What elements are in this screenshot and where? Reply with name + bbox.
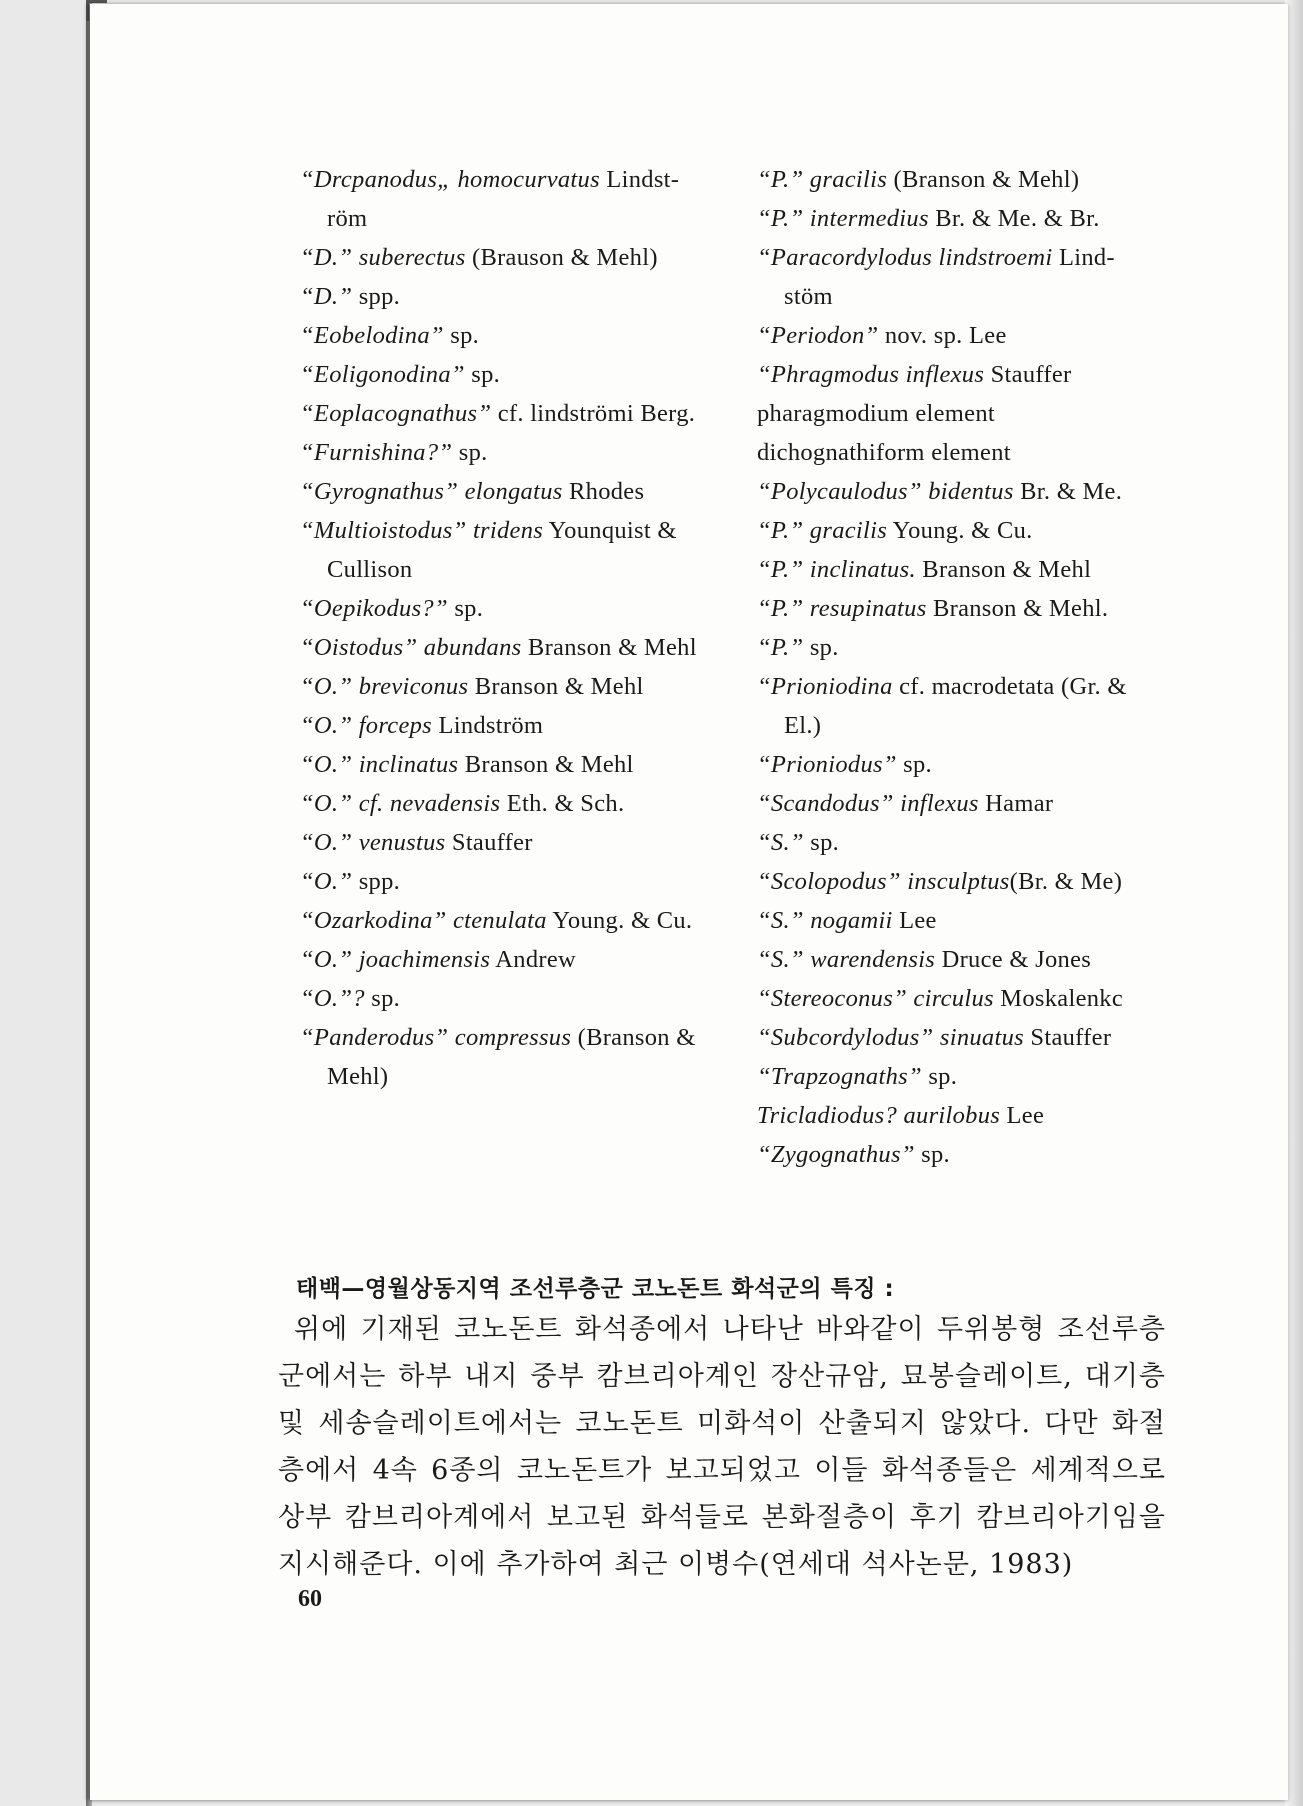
species-author: Lindst- röm (327, 166, 680, 232)
species-name: “Eoligonodina” (300, 361, 465, 388)
species-name: “Polycaulodus” bidentus (757, 478, 1014, 505)
species-entry (757, 1135, 1167, 1174)
section-heading: 태백—영월상동지역 조선루층군 코노돈트 화석군의 특징 : (296, 1276, 895, 1302)
species-author: (Brauson & Mehl) (465, 244, 658, 271)
species-author: Hamar (978, 790, 1054, 817)
species-name: “Eoplacognathus” (300, 400, 492, 427)
species-name: “P.” (757, 634, 804, 661)
species-name: “O.” venustus (300, 829, 446, 856)
species-name: “S.” (757, 829, 804, 856)
species-author: Branson & Mehl. (926, 595, 1109, 622)
species-name: “Oistodus” abundans (300, 634, 522, 661)
species-name: “O.” forceps (300, 712, 433, 739)
species-name: “Ozarkodina” ctenulata (300, 907, 547, 934)
species-author: (Branson & Mehl) (887, 166, 1080, 193)
species-name: “Panderodus” compressus (300, 1024, 572, 1051)
species-name: “O.”? (300, 985, 365, 1012)
page-number: 60 (298, 1586, 322, 1612)
species-author: cf. macrodetata (Gr. & El.) (784, 673, 1127, 739)
species-name: “O.” (300, 868, 353, 895)
species-entry (300, 316, 720, 355)
species-name: “Subcordylodus” sinuatus (757, 1024, 1024, 1051)
species-name: “S.” nogamii (757, 907, 893, 934)
species-name: “D.” suberectus (300, 244, 466, 271)
species-entry (757, 355, 1167, 394)
species-author: Young. & Cu. (887, 517, 1033, 544)
species-entry (757, 1018, 1167, 1057)
species-entry (300, 277, 720, 316)
species-entry (300, 784, 720, 823)
species-entry (300, 706, 720, 745)
species-author: sp. (803, 634, 839, 661)
species-author: spp. (352, 868, 401, 895)
species-author: (Branson & Mehl) (327, 1024, 696, 1090)
species-entry (757, 511, 1167, 550)
species-list-right (757, 160, 1167, 1174)
species-author: Young. & Cu. (546, 907, 693, 934)
species-entry (757, 979, 1167, 1018)
species-entry (300, 901, 720, 940)
species-entry (300, 511, 720, 589)
species-name: “Drcpanodus„ homocurvatus (300, 166, 600, 193)
species-name: “Furnishina?” (300, 439, 453, 466)
species-author: Stauffer (984, 361, 1072, 388)
species-entry (757, 823, 1167, 862)
species-author: pharagmodium element (757, 400, 995, 427)
paragraph-text: 위에 기재된 코노돈트 화석종에서 나타난 바와같이 두위봉형 조선루층군에서는 하부 내지 중부 캄브리아계인 장산규암, 묘봉슬레이트, 대기층 및 세송슬레이트에서는 코노돈트 미화석이 산출되지 않았다. 다만 화절층에서 4속 6종의 코노돈트가 보고되었고 이들 화석종들은 세계적으로 상부 캄브리아계에서 보고된 화석들로 본화절층이 후기 캄브리아기임을 지시해준다. 이에 추가하여 최근 이병수(연세대 석사논문, 1983) (278, 1314, 1166, 1580)
species-author: sp. (447, 595, 484, 622)
species-entry (757, 784, 1167, 823)
species-author: spp. (352, 283, 401, 310)
species-author: sp. (364, 985, 401, 1012)
species-author: Branson & Mehl (915, 556, 1092, 583)
species-entry (300, 862, 720, 901)
species-name: “P.” inclinatus. (757, 556, 916, 583)
species-name: Tricladiodus? aurilobus (757, 1102, 1001, 1129)
species-author: Lee (892, 907, 937, 934)
species-entry (300, 745, 720, 784)
species-author: Younquist & Cullison (327, 517, 677, 583)
species-name: “P.” gracilis (757, 166, 888, 193)
species-list-left (300, 160, 720, 1096)
species-entry (757, 667, 1167, 745)
species-entry (757, 160, 1167, 199)
species-name: “Prioniodus” (757, 751, 897, 778)
species-author: sp. (443, 322, 480, 349)
species-name: “O.” joachimensis (300, 946, 491, 973)
species-author: Stauffer (445, 829, 533, 856)
species-author: Lindström (432, 712, 544, 739)
species-entry (300, 667, 720, 706)
species-entry (757, 394, 1167, 433)
species-author: cf. lindströmi Berg. (491, 400, 696, 427)
species-entry (300, 940, 720, 979)
species-entry (300, 1018, 720, 1096)
species-author: Lee (1000, 1102, 1045, 1129)
species-author: Eth. & Sch. (500, 790, 625, 817)
species-author: Rhodes (562, 478, 645, 505)
species-entry (300, 160, 720, 238)
species-entry (300, 472, 720, 511)
species-author: Andrew (490, 946, 577, 973)
species-name: “Oepikodus?” (300, 595, 448, 622)
species-name: “O.” inclinatus (300, 751, 459, 778)
species-author: Moskalenkc (993, 985, 1124, 1012)
species-entry (300, 433, 720, 472)
species-entry (757, 862, 1167, 901)
species-author: sp. (464, 361, 501, 388)
species-entry (757, 940, 1167, 979)
species-name: “Paracordylodus lindstroemi (757, 244, 1053, 271)
species-entry (300, 979, 720, 1018)
species-name: “P.” gracilis (757, 517, 888, 544)
species-name: “Prioniodina (757, 673, 893, 700)
species-name: “Zygognathus” (757, 1141, 915, 1168)
species-author: Branson & Mehl (458, 751, 634, 778)
species-author: dichognathiform element (757, 439, 1011, 466)
species-author: Lind- stöm (784, 244, 1115, 310)
species-author: sp. (803, 829, 840, 856)
species-entry (757, 1057, 1167, 1096)
species-name: “Phragmodus inflexus (757, 361, 985, 388)
species-name: “P.” resupinatus (757, 595, 927, 622)
species-entry (757, 1096, 1167, 1135)
species-name: “O.” breviconus (300, 673, 469, 700)
species-author: (Br. & Me) (1009, 868, 1123, 895)
species-name: “Scolopodus” insculptus (757, 868, 1010, 895)
species-entry (300, 394, 720, 433)
species-entry (757, 433, 1167, 472)
species-author: Branson & Mehl (521, 634, 697, 661)
body-paragraph (278, 1306, 1166, 1588)
species-entry (757, 745, 1167, 784)
species-name: “P.” intermedius (757, 205, 929, 232)
species-entry (757, 316, 1167, 355)
species-entry (300, 823, 720, 862)
species-entry (757, 199, 1167, 238)
species-author: sp. (452, 439, 488, 466)
species-author: nov. sp. Lee (878, 322, 1007, 349)
species-name: “D.” (300, 283, 353, 310)
species-name: “Periodon” (757, 322, 879, 349)
species-entry (757, 901, 1167, 940)
species-name: “Eobelodina” (300, 322, 444, 349)
species-entry (757, 589, 1167, 628)
species-author: Branson & Mehl (468, 673, 644, 700)
species-name: “Multioistodus” tridens (300, 517, 544, 544)
species-author: Br. & Me. & Br. (928, 205, 1100, 232)
species-entry (757, 550, 1167, 589)
species-name: “S.” warendensis (757, 946, 936, 973)
species-author: Br. & Me. (1013, 478, 1123, 505)
species-entry (300, 589, 720, 628)
species-author: sp. (896, 751, 932, 778)
species-entry (300, 355, 720, 394)
species-entry (757, 628, 1167, 667)
species-name: “O.” cf. nevadensis (300, 790, 501, 817)
species-name: “Stereoconus” circulus (757, 985, 994, 1012)
species-author: sp. (921, 1063, 958, 1090)
species-name: “Gyrognathus” elongatus (300, 478, 563, 505)
species-entry (757, 472, 1167, 511)
species-entry (757, 238, 1167, 316)
species-author: sp. (914, 1141, 950, 1168)
species-entry (300, 628, 720, 667)
species-name: “Scandodus” inflexus (757, 790, 979, 817)
species-entry (300, 238, 720, 277)
species-author: Stauffer (1023, 1024, 1112, 1051)
species-author: Druce & Jones (935, 946, 1092, 973)
species-name: “Trapzognaths” (757, 1063, 922, 1090)
